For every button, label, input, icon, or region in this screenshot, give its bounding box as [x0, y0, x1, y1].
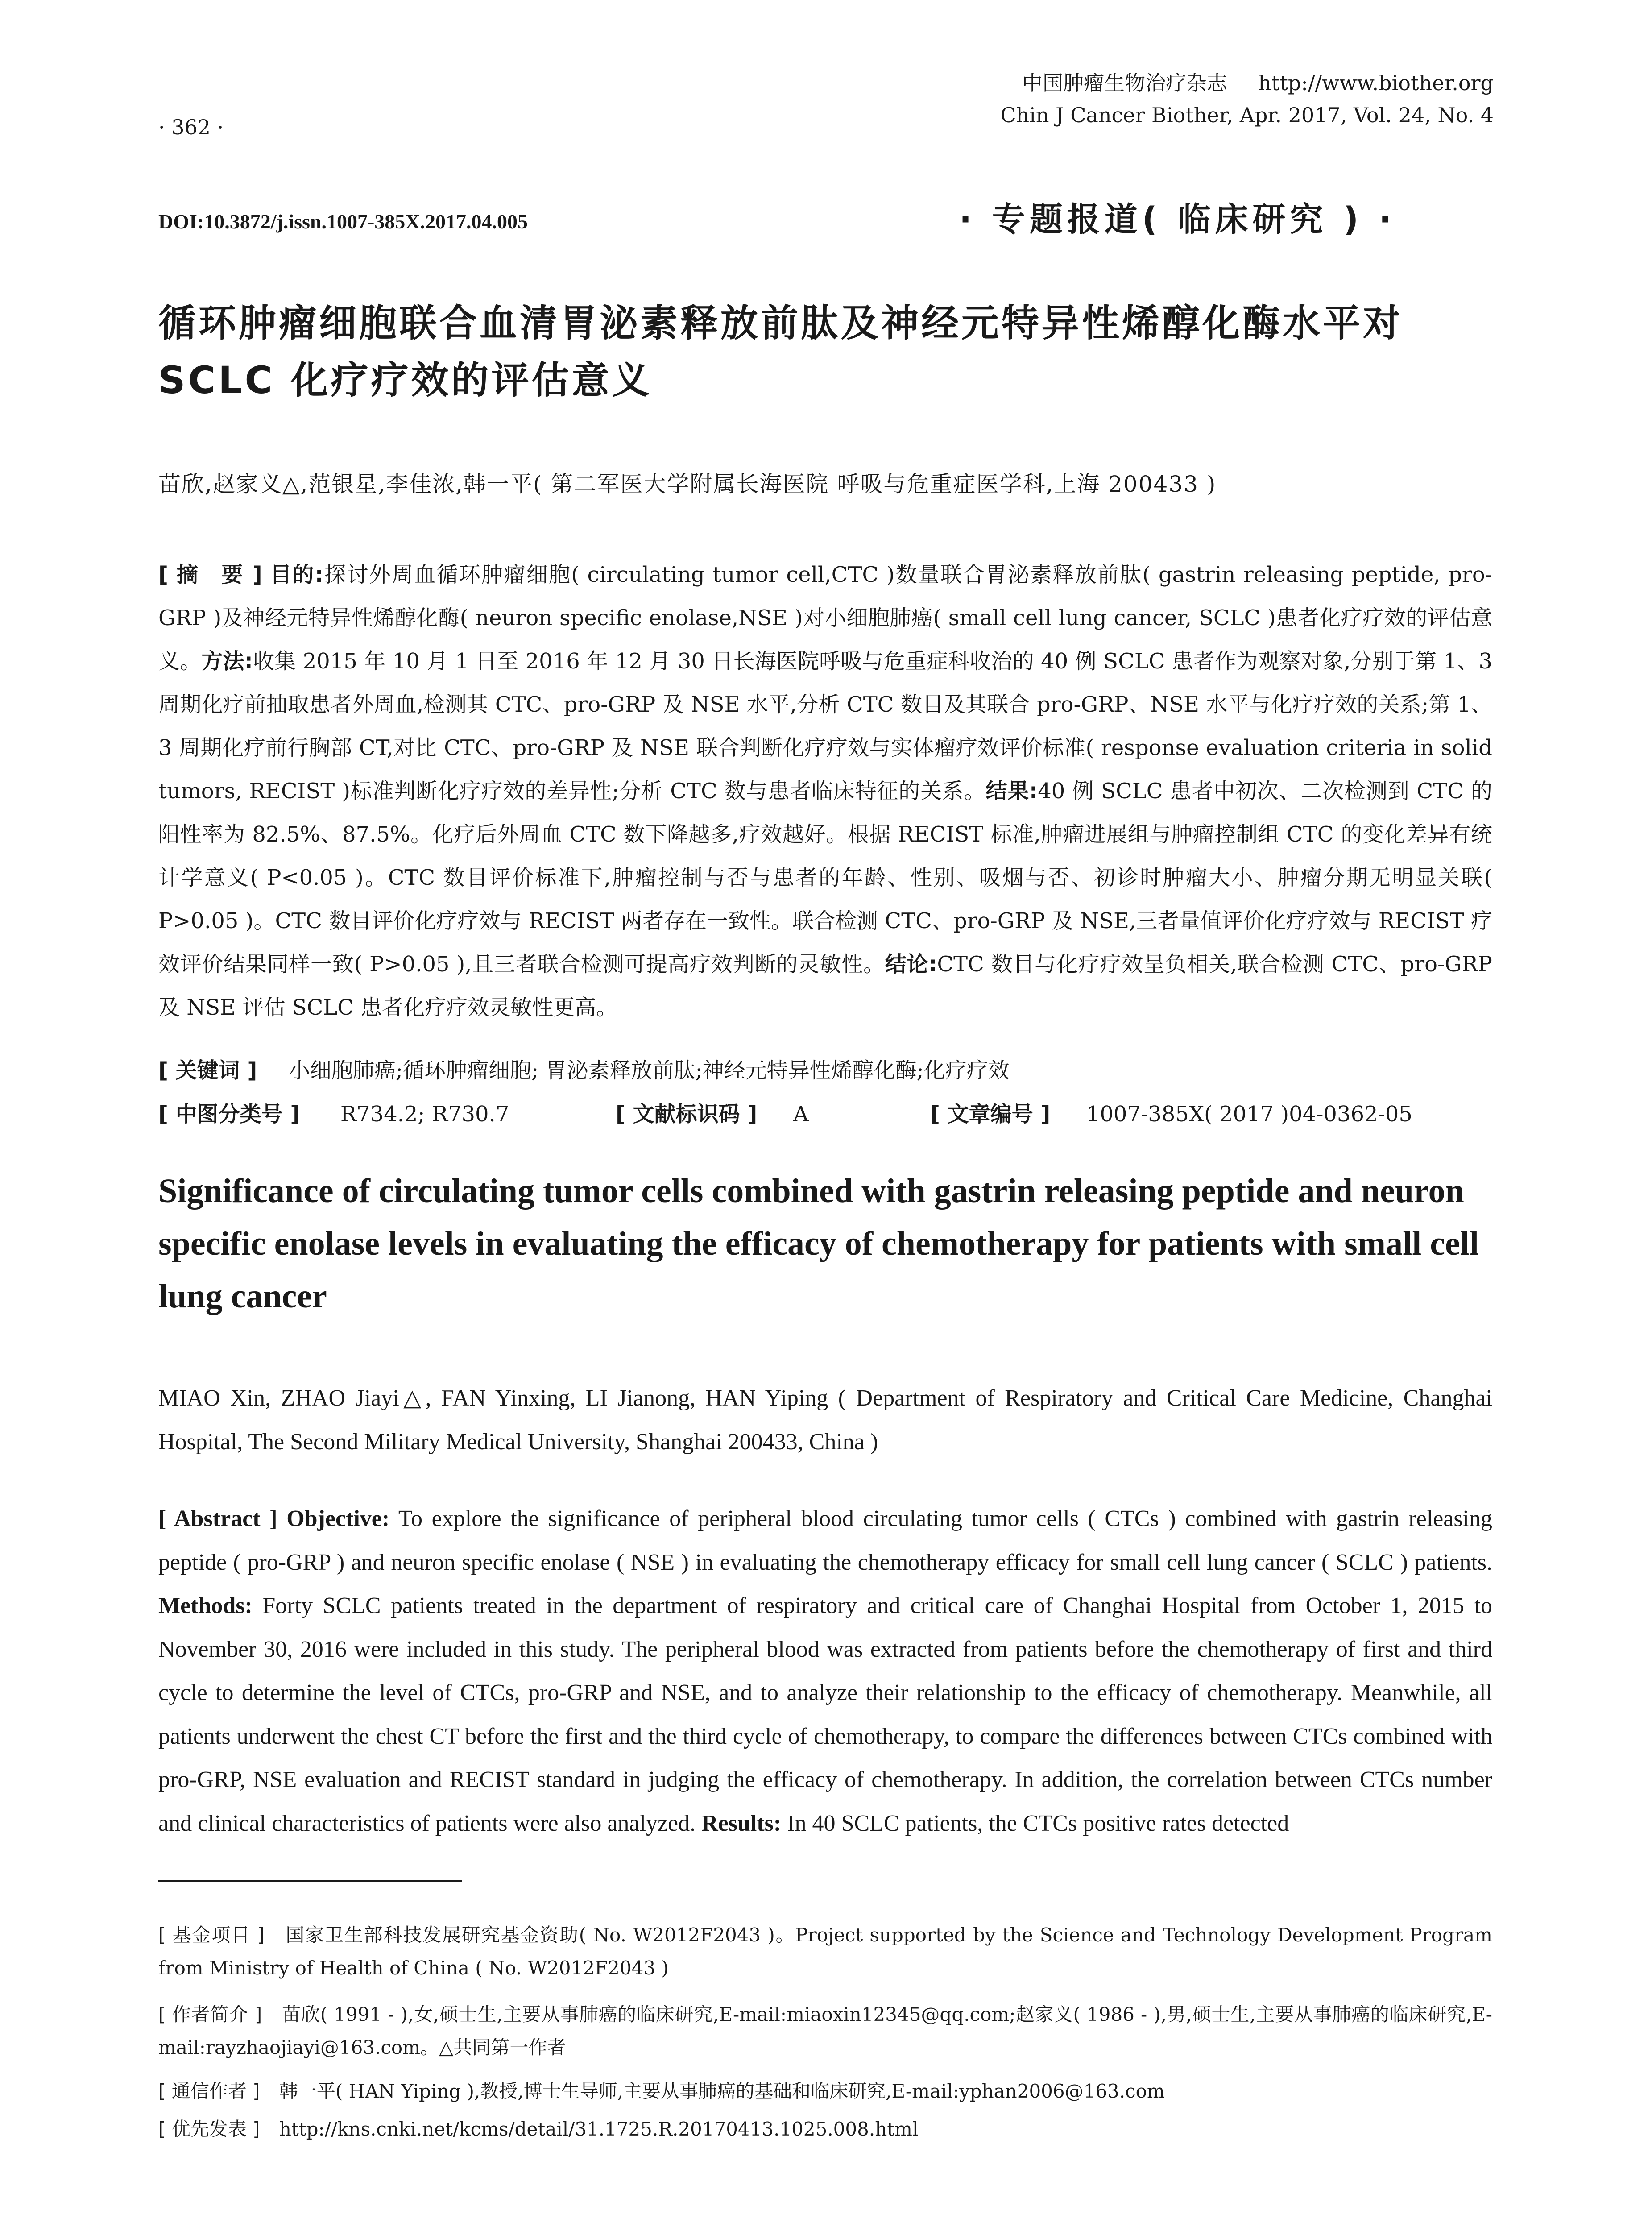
objective-cn: 探讨外周血循环肿瘤细胞( circulating tumor cell,CTC )数量联合胃泌素释放前肽( gastrin releasing peptide, pro-GRP )及神经元特异性烯醇化酶( neuron specific enolase,NSE )对小细胞肺癌( small cell lung cancer, SCLC )患者化疗疗效的评估意义。: [158, 562, 1492, 674]
footnote-rule: [158, 1880, 462, 1882]
article-number-label: [ 文章编号 ]: [930, 1102, 1051, 1127]
authors-cn: 苗欣,赵家义△,范银星,李佳浓,韩一平( 第二军医大学附属长海医院 呼吸与危重症医学科,上海 200433 ): [158, 471, 1217, 497]
methods-en: Forty SCLC patients treated in the department of respiratory and critical care of Changhai Hospital from October 1, 2015 to November 30, 2016 were included in this study. The peripheral blood was extracted from patients before the chemotherapy of first and third cycle to determine the level of CTCs, pro-GRP and NSE, and to analyze their relationship to the efficacy of chemotherapy. Meanwhile, all patients underwent the chest CT before the first and the third cycle of chemotherapy, to compare the differences between CTCs combined with pro-GRP, NSE evaluation and RECIST standard in judging the efficacy of chemotherapy. In addition, the correlation between CTCs number and clinical characteristics of patients were also analyzed.: [158, 1593, 1492, 1836]
results-cn-label: 结果:: [985, 779, 1038, 804]
doi: DOI:10.3872/j.issn.1007-385X.2017.04.005: [158, 210, 528, 233]
fund-label: [ 基金项目 ]: [158, 1924, 265, 1946]
methods-en-label: Methods:: [158, 1593, 253, 1618]
title-en: Significance of circulating tumor cells combined with gastrin releasing peptide and neuron specific enolase levels in evaluating the efficacy of chemotherapy for patients with small cell lung cancer: [158, 1172, 1479, 1315]
title-cn: 循环肿瘤细胞联合血清胃泌素释放前肽及神经元特异性烯醇化酶水平对 SCLC 化疗疗效的评估意义: [158, 301, 1404, 402]
journal-citation: Chin J Cancer Biother, Apr. 2017, Vol. 24, No. 4: [1000, 103, 1494, 127]
abstract-en: [158, 1497, 1492, 1845]
corr-text: 韩一平( HAN Yiping ),教授,博士生导师,主要从事肺癌的基础和临床研究,E-mail:yphan2006@163.com: [279, 2080, 1165, 2102]
authors-en: MIAO Xin, ZHAO Jiayi△, FAN Yinxing, LI Jianong, HAN Yiping ( Department of Respiratory and Critical Care Medicine, Changhai Hospital, The Second Military Medical University, Shanghai 200433, China ): [158, 1385, 1492, 1455]
fund-text: 国家卫生部科技发展研究基金资助( No. W2012F2043 )。Project supported by the Science and Technology Development Program from Ministry of Health of China ( No. W2012F2043 ): [158, 1924, 1492, 1979]
journal-name-cn: 中国肿瘤生物治疗杂志: [1022, 71, 1228, 95]
abstract-en-label: [ Abstract ]: [158, 1506, 277, 1531]
objective-cn-label: 目的:: [270, 562, 323, 587]
clc-label: [ 中图分类号 ]: [158, 1102, 300, 1127]
objective-en: To explore the significance of peripheral blood circulating tumor cells ( CTCs ) combined with gastrin releasing peptide ( pro-GRP ) and neuron specific enolase ( NSE ) in evaluating the chemotherapy efficacy for small cell lung cancer ( SCLC ) patients.: [158, 1506, 1493, 1575]
page-number: · 362 ·: [158, 115, 224, 139]
classification-row: [158, 1097, 509, 1128]
journal-url: http://www.biother.org: [1258, 71, 1494, 95]
footnote-correspondence: [158, 2075, 1492, 2108]
abstract-cn: [158, 553, 1492, 1029]
running-header: [1000, 67, 1494, 131]
footnote-publication: [158, 2113, 1492, 2146]
methods-cn: 收集 2015 年 10 月 1 日至 2016 年 12 月 30 日长海医院呼吸与危重症科收治的 40 例 SCLC 患者作为观察对象,分别于第 1、3 周期化疗前抽取患者外周血,检测其 CTC、pro-GRP 及 NSE 水平,分析 CTC 数目及其联合 pro-GRP、NSE 水平与化疗疗效的关系;第 1、3 周期化疗前行胸部 CT,对比 CTC、pro-GRP 及 NSE 联合判断化疗疗效与实体瘤疗效评价标准( response evaluation criteria in solid tumors, RECIST )标准判断化疗疗效的差异性;分析 CTC 数与患者临床特征的关系。: [158, 649, 1492, 804]
results-en-label: Results:: [701, 1810, 782, 1836]
footnote-author: [158, 1998, 1492, 2064]
corr-label: [ 通信作者 ]: [158, 2080, 260, 2102]
doc-code-label: [ 文献标识码 ]: [616, 1102, 758, 1127]
author-label: [ 作者简介 ]: [158, 2003, 262, 2025]
keywords-cn-text: 小细胞肺癌;循环肿瘤细胞; 胃泌素释放前肽;神经元特异性烯醇化酶;化疗疗效: [288, 1058, 1010, 1083]
pub-link[interactable]: http://kns.cnki.net/kcms/detail/31.1725.R.20170413.1025.008.html: [279, 2118, 919, 2140]
conclusion-cn: CTC 数目与化疗疗效呈负相关,联合检测 CTC、pro-GRP 及 NSE 评估 SCLC 患者化疗疗效灵敏性更高。: [158, 952, 1492, 1020]
footnote-fund: [158, 1919, 1492, 1985]
column-heading: · 专题报道( 临床研究 ) ·: [959, 200, 1396, 239]
conclusion-cn-label: 结论:: [885, 952, 937, 977]
doc-code: [616, 1097, 809, 1128]
methods-cn-label: 方法:: [201, 649, 253, 674]
results-en: In 40 SCLC patients, the CTCs positive rates detected: [787, 1810, 1289, 1836]
article-number: [930, 1097, 1412, 1128]
keywords-cn-label: [ 关键词 ]: [158, 1058, 257, 1083]
article-number-value: 1007-385X( 2017 )04-0362-05: [1086, 1102, 1412, 1127]
pub-label: [ 优先发表 ]: [158, 2118, 260, 2140]
results-cn: 40 例 SCLC 患者中初次、二次检测到 CTC 的阳性率为 82.5%、87.5%。化疗后外周血 CTC 数下降越多,疗效越好。根据 RECIST 标准,肿瘤进展组与肿瘤控制组 CTC 的变化差异有统计学意义( P<0.05 )。CTC 数目评价标准下,肿瘤控制与否与患者的年龄、性别、吸烟与否、初诊时肿瘤大小、肿瘤分期无明显关联( P>0.05 )。CTC 数目评价化疗疗效与 RECIST 两者存在一致性。联合检测 CTC、pro-GRP 及 NSE,三者量值评价化疗疗效与 RECIST 疗效评价结果同样一致( P>0.05 ),且三者联合检测可提高疗效判断的灵敏性。: [158, 779, 1492, 977]
clc-value: R734.2; R730.7: [340, 1102, 509, 1127]
objective-en-label: Objective:: [286, 1506, 390, 1531]
doc-code-value: A: [793, 1102, 809, 1127]
journal-line: [1000, 67, 1494, 99]
keywords-cn: [158, 1053, 1010, 1084]
abstract-cn-label: [ 摘 要 ]: [158, 562, 262, 587]
author-text: 苗欣( 1991 - ),女,硕士生,主要从事肺癌的临床研究,E-mail:miaoxin12345@qq.com;赵家义( 1986 - ),男,硕士生,主要从事肺癌的临床研究,E-mail:rayzhaojiayi@163.com。△共同第一作者: [158, 2003, 1492, 2058]
